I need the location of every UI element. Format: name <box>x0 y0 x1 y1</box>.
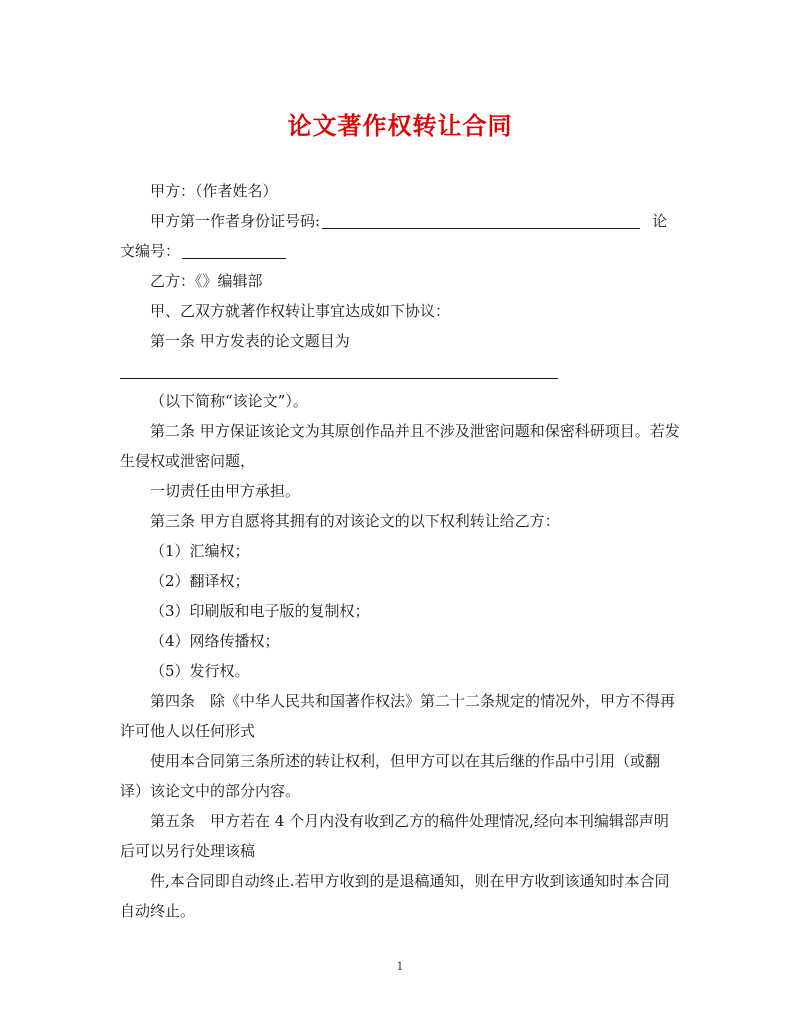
agreement-intro: 甲、乙双方就著作权转让事宜达成如下协议： <box>150 302 451 320</box>
paper-title-line <box>120 356 680 386</box>
contract-body <box>120 176 680 926</box>
page-number: 1 <box>396 960 404 973</box>
party-b-line: 乙方：《》编辑部 <box>150 272 263 290</box>
article-3-item: （3）印刷版和电子版的复制权； <box>150 602 370 620</box>
party-a-id-label: 甲方第一作者身份证号码: <box>150 212 321 230</box>
paper-number-head: 论 <box>652 212 668 230</box>
page-title: 论文著作权转让合同 <box>287 111 513 140</box>
article-3-item: （4）网络传播权； <box>150 632 280 650</box>
article-4: 第四条 除《中华人民共和国著作权法》第二十二条规定的情况外，甲方不得再许可他人以任何形式 <box>120 692 676 740</box>
article-3-item: （5）发行权。 <box>150 662 250 680</box>
article-2: 第二条 甲方保证该论文为其原创作品并且不涉及泄密问题和保密科研项目。若发生侵权或泄密问题， <box>120 422 680 470</box>
article-5-continued: 件,本合同即自动终止.若甲方收到的是退稿通知，则在甲方收到该通知时本合同自动终止。 <box>120 872 670 920</box>
article-4-continued: 使用本合同第三条所述的转让权利，但甲方可以在其后继的作品中引用（或翻译）该论文中的部分内容。 <box>120 752 661 800</box>
article-3-item: （2）翻译权； <box>150 572 250 590</box>
article-3-item: （1）汇编权； <box>150 542 250 560</box>
paper-number-label: 文编号： <box>120 242 181 260</box>
party-a-id-line <box>120 206 680 236</box>
paper-number-line <box>120 236 680 266</box>
article-1: 第一条 甲方发表的论文题目为 <box>150 332 350 350</box>
id-number-blank <box>322 210 640 229</box>
article-1-alias: （以下简称“该论文”）。 <box>150 392 308 410</box>
paper-title-blank <box>120 360 558 379</box>
paper-number-blank <box>182 240 286 259</box>
party-a-line: 甲方：（作者姓名） <box>150 182 278 200</box>
article-2-continued: 一切责任由甲方承担。 <box>150 482 301 500</box>
article-3: 第三条 甲方自愿将其拥有的对该论文的以下权利转让给乙方： <box>150 512 560 530</box>
article-5: 第五条 甲方若在 4 个月内没有收到乙方的稿件处理情况,经向本刊编辑部声明后可以另行处理该稿 <box>120 812 669 860</box>
